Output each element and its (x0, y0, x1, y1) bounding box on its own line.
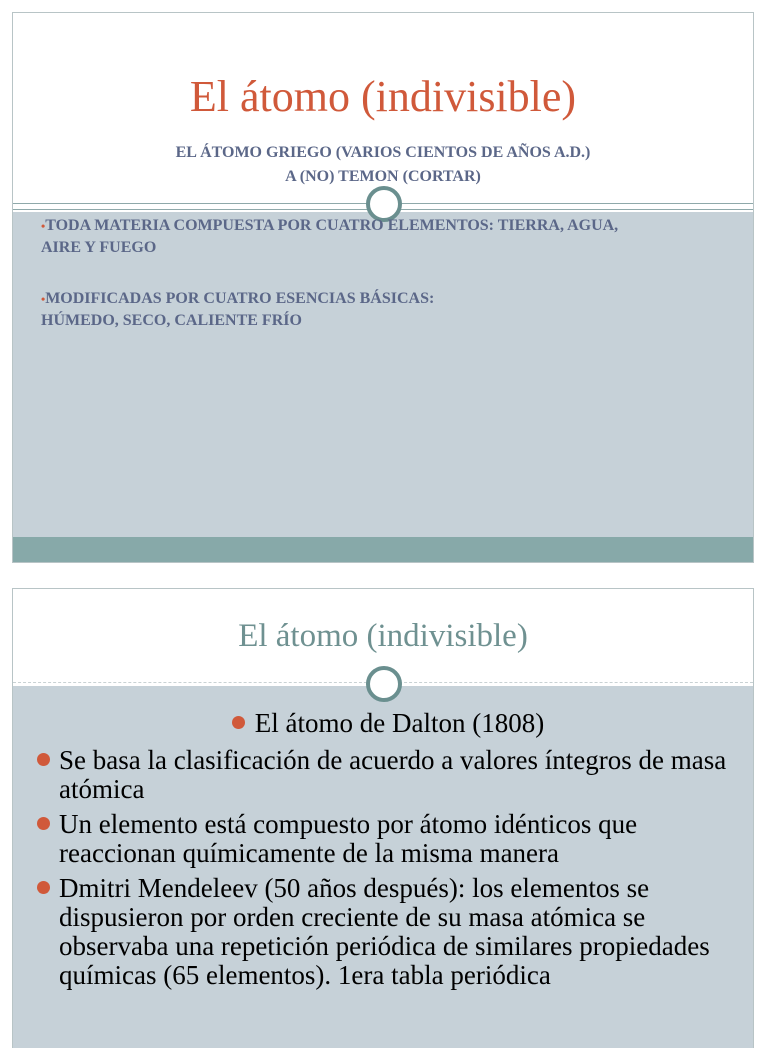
bullet-icon (37, 881, 50, 894)
slide-1-title-area (13, 13, 753, 206)
list-item-text: El átomo de Dalton (1808) (254, 708, 545, 738)
list-item (33, 709, 743, 738)
list-item-line-1: MODIFICADAS POR CUATRO ESENCIAS BÁSICAS: (45, 290, 435, 307)
bullet-icon (37, 753, 50, 766)
list-item-text: Un elemento está compuesto por átomo idénticos que reaccionan químicamente de la misma manera (59, 809, 638, 868)
list-item-line-2: HÚMEDO, SECO, CALIENTE FRÍO (41, 312, 302, 329)
list-item (33, 810, 743, 868)
list-item-text: Se basa la clasificación de acuerdo a valores íntegros de masa atómica (59, 745, 727, 804)
list-item-line-1: TODA MATERIA COMPUESTA POR CUATRO ELEMENTOS: TIERRA, AGUA, (45, 217, 619, 234)
bullet-icon (37, 817, 50, 830)
list-item (41, 288, 731, 331)
slide-2 (12, 588, 754, 1048)
slide-1-bullet-list (41, 215, 731, 361)
slide-1-subtitle-line-2: A (NO) TEMON (CORTAR) (285, 168, 481, 185)
slide-1 (12, 12, 754, 563)
bullet-icon: • (41, 219, 46, 233)
slide-1-subtitle (13, 141, 753, 189)
list-item (33, 746, 743, 804)
slide-2-title: El átomo (indivisible) (238, 618, 528, 654)
slide-2-ring-ornament (366, 666, 402, 702)
list-item-line-2: AIRE Y FUEGO (41, 239, 157, 256)
bullet-icon (232, 716, 245, 729)
slide-1-title: El átomo (indivisible) (189, 72, 577, 121)
list-item (41, 215, 731, 258)
slide-2-bullet-list (33, 709, 743, 996)
list-item (33, 874, 743, 990)
bullet-icon: • (41, 292, 46, 306)
slide-1-subtitle-line-1: EL ÁTOMO GRIEGO (VARIOS CIENTOS DE AÑOS A.D.) (175, 144, 591, 161)
list-item-text: Dmitri Mendeleev (50 años después): los elementos se dispusieron por orden creciente de su masa atómica se observaba una repetición periódica de similares propiedades químicas (65 elementos). 1era tabla periódica (59, 873, 710, 990)
slide-1-footer-band (13, 537, 753, 563)
